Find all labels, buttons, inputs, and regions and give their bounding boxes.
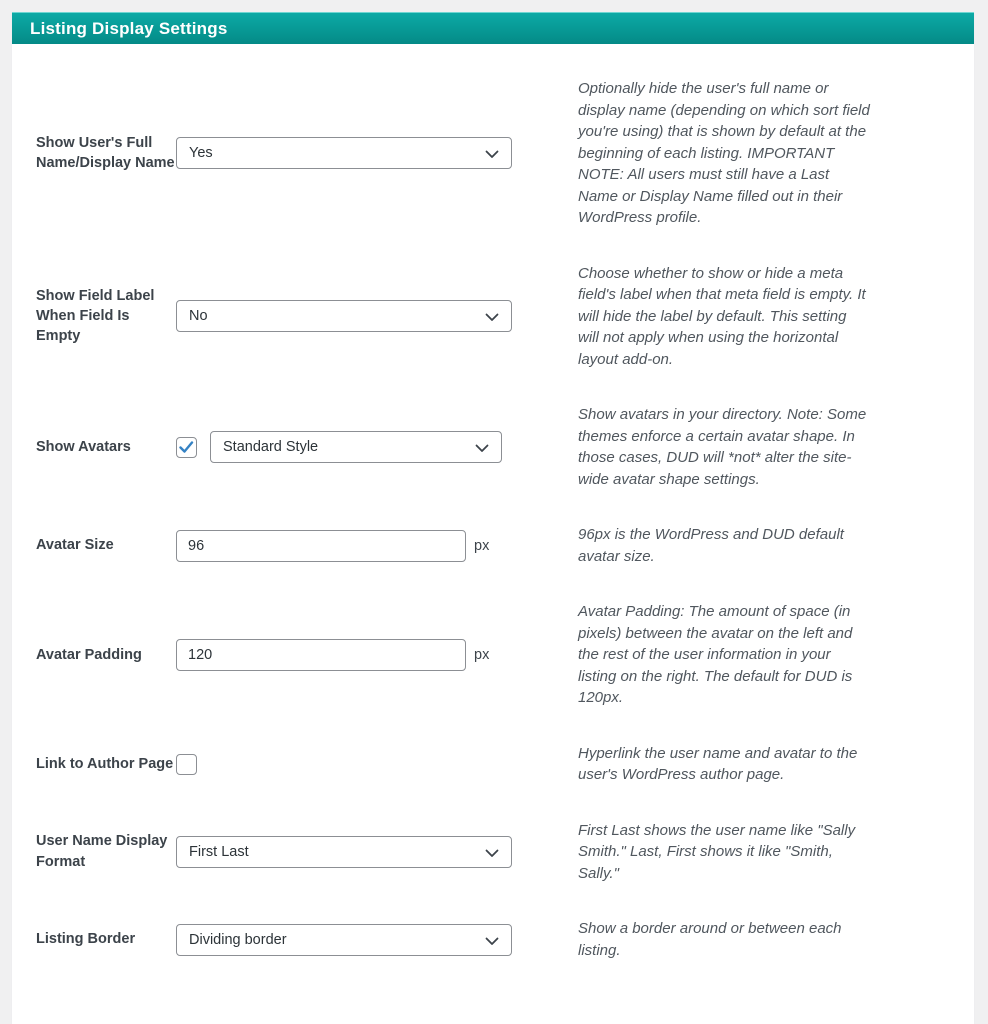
row-show-avatars [36, 404, 950, 490]
row-full-name [36, 78, 950, 229]
avatar-padding-input[interactable] [176, 639, 466, 671]
listing-border-help-text: Show a border around or between each listing. [578, 920, 842, 959]
avatar-size-input[interactable] [176, 530, 466, 562]
listing-border-label: Listing Border [36, 931, 136, 948]
chevron-down-icon [485, 150, 499, 159]
link-author-checkbox[interactable] [176, 754, 197, 775]
full-name-help-text: Optionally hide the user's full name or display name (depending on which sort field you're using) that is shown by default at the beginning of each listing. IMPORTANT NOTE: All users must still have a Last Name or Display Name filled out in their WordPress profile. [578, 80, 870, 226]
avatar-style-select-value: Standard Style [223, 439, 319, 455]
chevron-down-icon [485, 313, 499, 322]
avatar-padding-unit: px [474, 646, 490, 663]
field-label-empty-select-value: No [189, 308, 208, 325]
avatar-size-help-text: 96px is the WordPress and DUD default avatar size. [578, 526, 844, 565]
field-label-empty-help-text: Choose whether to show or hide a meta field's label when that meta field is empty. It will hide the label by default. This setting will not apply when using the horizontal layout add-on. [578, 264, 866, 368]
checkmark-icon [179, 441, 194, 454]
name-format-label: User Name Display Format [36, 833, 168, 870]
name-format-select-value: First Last [189, 843, 249, 860]
listing-border-select[interactable] [176, 924, 512, 956]
listing-border-select-value: Dividing border [189, 931, 287, 948]
avatar-style-select[interactable] [210, 431, 502, 463]
listing-display-settings-panel [12, 12, 974, 1024]
show-avatars-help-text: Show avatars in your directory. Note: Some themes enforce a certain avatar shape. In those cases, DUD will *not* alter the site-wide avatar shape settings. [578, 406, 867, 488]
row-link-author [36, 743, 950, 786]
name-format-select[interactable] [176, 836, 512, 868]
link-author-label: Link to Author Page [36, 755, 174, 772]
link-author-help-text: Hyperlink the user name and avatar to the user's WordPress author page. [578, 744, 858, 783]
row-field-label-empty [36, 263, 950, 371]
field-label-empty-label: Show Field Label When Field Is Empty [36, 287, 155, 345]
full-name-select[interactable] [176, 137, 512, 169]
row-avatar-size [36, 524, 950, 567]
chevron-down-icon [475, 444, 489, 453]
panel-body [12, 44, 974, 1024]
show-avatars-label: Show Avatars [36, 438, 131, 455]
chevron-down-icon [485, 849, 499, 858]
chevron-down-icon [485, 937, 499, 946]
avatar-padding-label: Avatar Padding [36, 646, 142, 663]
avatar-size-label: Avatar Size [36, 537, 114, 554]
avatar-padding-help-text: Avatar Padding: The amount of space (in pixels) between the avatar on the left and the rest of the user information in your listing on the right. The default for DUD is 120px. [578, 603, 853, 706]
panel-title: Listing Display Settings [30, 18, 228, 38]
panel-header [12, 12, 974, 44]
full-name-select-value: Yes [189, 145, 213, 162]
avatar-size-unit: px [474, 537, 490, 554]
name-format-help-text: First Last shows the user name like "Sally Smith." Last, First shows it like "Smith, Sally." [578, 821, 856, 882]
show-avatars-checkbox[interactable] [176, 437, 197, 458]
row-listing-border [36, 918, 950, 961]
row-avatar-padding [36, 601, 950, 709]
full-name-label: Show User's Full Name/Display Name [36, 134, 175, 172]
row-name-format [36, 820, 950, 885]
field-label-empty-select[interactable] [176, 300, 512, 332]
